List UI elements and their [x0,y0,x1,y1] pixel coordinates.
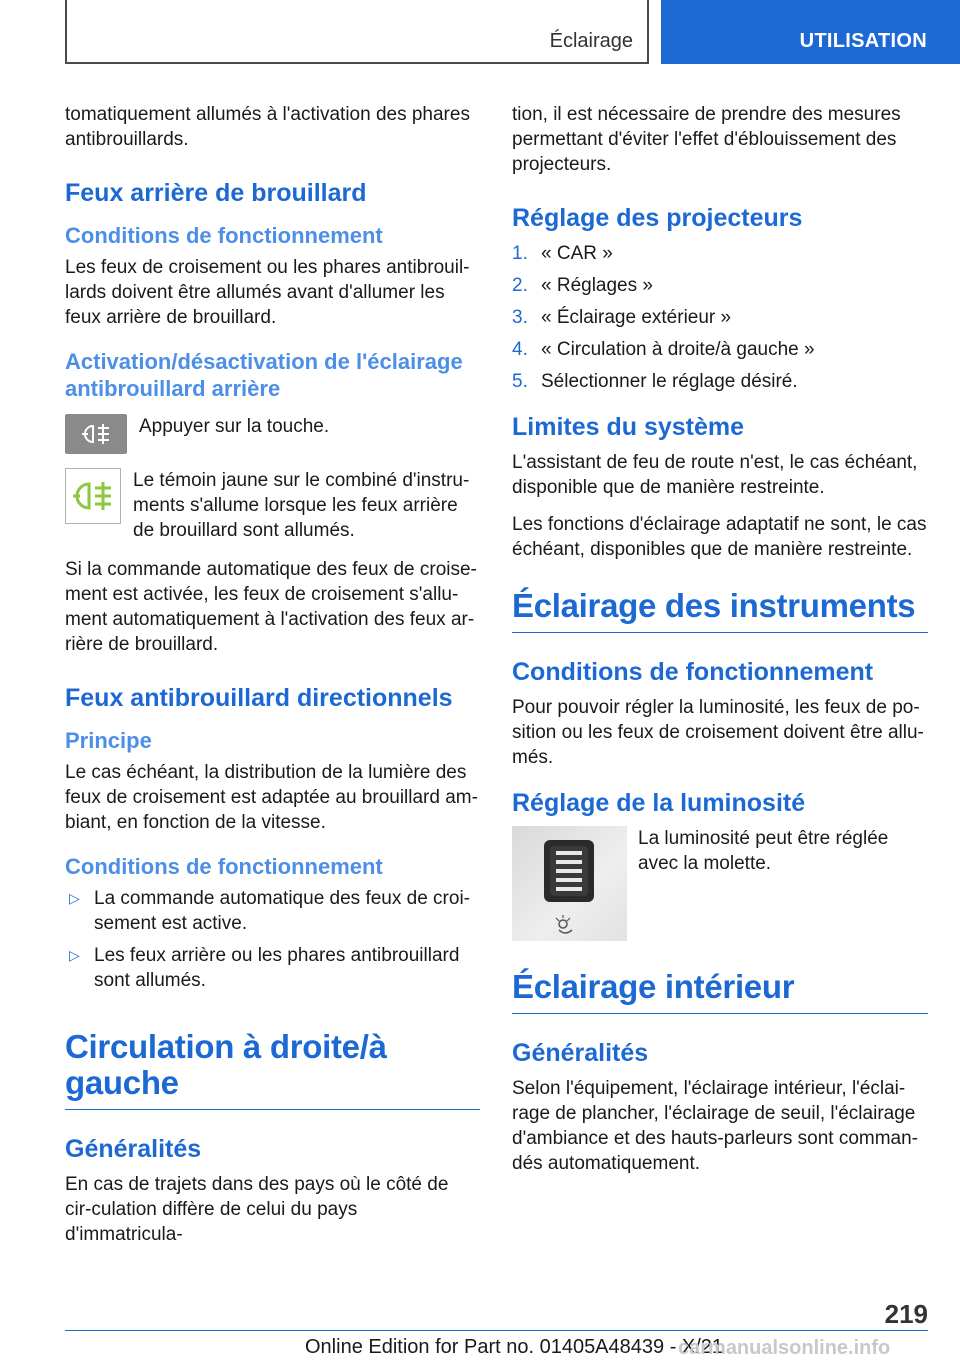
headlight-adjust-heading: Réglage des projecteurs [512,204,803,232]
brightness-thumbwheel-image [512,826,627,941]
auto-low-beam-text: Si la commande automatique des feux de croise-ment est activée, les feux de croisement s'allu-ment automatiquement à l'activation des feux ar-rière de brouillard. [65,559,477,655]
principle-text: Le cas échéant, la distribution de la lumière des feux de croisement est adaptée au brouillard am-biant, en fonction de la vitesse. [65,762,478,833]
directional-fog-heading: Feux antibrouillard directionnels [65,684,453,712]
indicator-row [65,468,480,543]
directional-conditions-heading: Conditions de fonctionnement [65,854,383,879]
instrument-lighting-heading: Éclairage des instruments [512,588,928,633]
intro-paragraph: tomatiquement allumés à l'activation des phares antibrouillards. [65,104,470,150]
list-item: 1. « CAR » [512,243,613,264]
instrument-conditions-text: Pour pouvoir régler la luminosité, les feux de po-sition ou les feux de croisement doivent être allu-més. [512,697,924,768]
system-limits-heading: Limites du système [512,413,745,441]
list-item: 4. « Circulation à droite/à gauche » [512,339,815,360]
list-item: ▷ Les feux arrière ou les phares antibrouillard sont allumés. [69,945,460,991]
instrument-conditions-heading: Conditions de fonctionnement [512,658,874,686]
headlight-adjust-steps [512,241,928,394]
brightness-text: La luminosité peut être réglée avec la molette. [638,828,889,874]
list-item: 3. « Éclairage extérieur » [512,307,732,328]
directional-conditions-list [65,886,480,993]
triangle-bullet-icon: ▷ [69,947,80,963]
rear-fog-conditions-text: Les feux de croisement ou les phares antibrouil-lards doivent être allumés avant d'allumer les feux arrière de brouillard. [65,257,470,328]
interior-general-text: Selon l'équipement, l'éclairage intérieur, l'éclai-rage de plancher, l'éclairage de seuil, l'éclairage d'ambiance et des hauts-parleurs sont comman-dés automatiquement. [512,1078,918,1174]
principle-heading: Principe [65,728,152,753]
system-limits-text-1: L'assistant de feu de route n'est, le cas échéant, disponible que de manière restreinte. [512,452,918,498]
list-item: 2. « Réglages » [512,275,653,296]
left-column [65,102,480,1259]
rear-fog-activation-heading: Activation/désactivation de l'éclairage antibrouillard arrière [65,349,463,401]
press-key-text: Appuyer sur la touche. [139,416,330,437]
footer-edition: Online Edition for Part no. 01405A48439 - X/21 [305,1336,724,1358]
indicator-text: Le témoin jaune sur le combiné d'instru-ments s'allume lorsque les feux arrière de brouillard sont allumés. [133,470,470,541]
right-column [512,102,928,1188]
footer-rule [65,1330,928,1331]
header-chapter-tab [661,0,960,64]
list-item: 5. Sélectionner le réglage désiré. [512,371,798,392]
header-chapter-title: UTILISATION [799,30,927,52]
header-section-title: Éclairage [549,30,633,52]
interior-general-heading: Généralités [512,1039,649,1067]
page-number: 219 [884,1299,928,1329]
brightness-heading: Réglage de la luminosité [512,789,806,817]
rear-fog-key-icon [65,414,127,454]
header-section-box [65,0,649,64]
footer-watermark: carmanualsonline.info [678,1337,891,1359]
interior-lighting-heading: Éclairage intérieur [512,969,928,1014]
triangle-bullet-icon: ▷ [69,890,80,906]
system-limits-text-2: Les fonctions d'éclairage adaptatif ne sont, le cas échéant, disponibles que de manière restreinte. [512,514,927,560]
traffic-general-text: En cas de trajets dans des pays où le côté de cir-culation diffère de celui du pays d'immatricula- [65,1174,449,1245]
rear-fog-indicator-icon [65,468,121,524]
continuation-paragraph: tion, il est nécessaire de prendre des mesures permettant d'éviter l'effet d'éblouissement des projecteurs. [512,104,901,175]
traffic-general-heading: Généralités [65,1135,202,1163]
brightness-row [512,826,928,941]
traffic-side-heading: Circulation à droite/à gauche [65,1029,480,1110]
list-item: ▷ La commande automatique des feux de croi-sement est active. [69,888,470,934]
rear-fog-heading: Feux arrière de brouillard [65,179,367,207]
press-key-row [65,414,480,454]
rear-fog-conditions-heading: Conditions de fonctionnement [65,223,383,248]
